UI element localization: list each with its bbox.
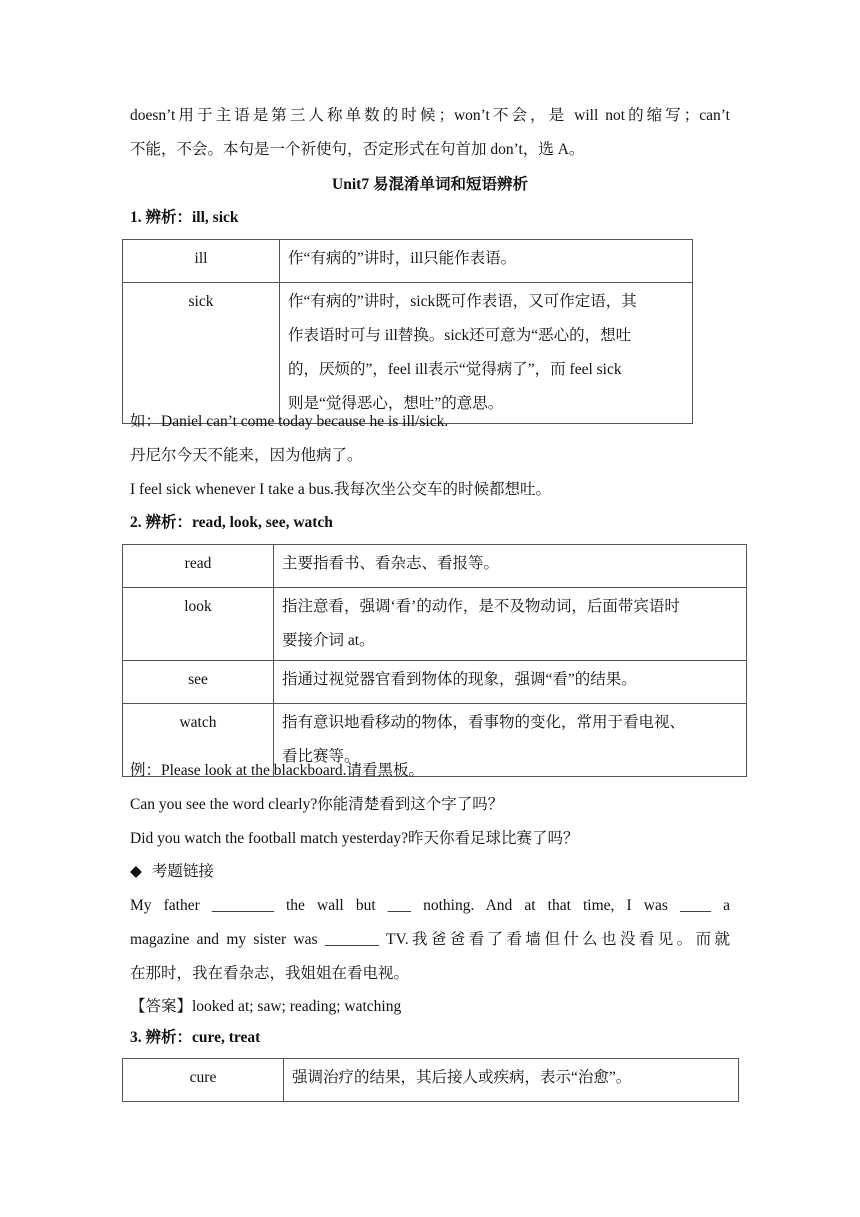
intro-line-2: 不能，不会。本句是一个祈使句，否定形式在句首加 don’t，选 A。 bbox=[130, 141, 585, 158]
unit-title: Unit7 易混淆单词和短语辨析 bbox=[332, 176, 528, 193]
word-cell: look bbox=[123, 588, 274, 661]
diamond-bullet-icon: ◆ bbox=[130, 863, 142, 880]
table-row bbox=[123, 283, 693, 424]
word-cell: cure bbox=[123, 1059, 284, 1102]
section1-example-1-cn: 丹尼尔今天不能来，因为他病了。 bbox=[130, 447, 363, 464]
section2-table bbox=[122, 544, 747, 777]
word-cell: see bbox=[123, 661, 274, 704]
table-row bbox=[123, 1059, 739, 1102]
section2-example-2: Can you see the word clearly?你能清楚看到这个字了吗？ bbox=[130, 796, 504, 813]
section1-heading: 1. 辨析：ill, sick bbox=[130, 209, 239, 226]
exam-question-line-3: 在那时，我在看杂志，我姐姐在看电视。 bbox=[130, 965, 410, 982]
section2-example-3: Did you watch the football match yesterday?昨天你看足球比赛了吗？ bbox=[130, 830, 579, 847]
definition-line: 作“有病的”讲时，sick既可作表语，又可作定语，其 bbox=[288, 293, 637, 310]
definition-line: 主要指看书、看杂志、看报等。 bbox=[282, 555, 500, 572]
section1-example-2: I feel sick whenever I take a bus.我每次坐公交车的时候都想吐。 bbox=[130, 481, 551, 498]
definition-cell: 作“有病的”讲时，ill只能作表语。 bbox=[280, 240, 693, 283]
definition-cell bbox=[274, 588, 747, 661]
table-row bbox=[123, 240, 693, 283]
section2-heading: 2. 辨析：read, look, see, watch bbox=[130, 514, 333, 531]
section3-table bbox=[122, 1058, 739, 1102]
definition-line: 指有意识地看移动的物体，看事物的变化，常用于看电视、 bbox=[282, 714, 686, 731]
definition-cell bbox=[280, 283, 693, 424]
section1-example-1: 如：Daniel can’t come today because he is ill/sick. bbox=[130, 413, 449, 430]
definition-line: 则是“觉得恶心，想吐”的意思。 bbox=[288, 395, 504, 412]
intro-line-1: doesn’t用于主语是第三人称单数的时候；won’t不会，是 will not的缩写；can’t bbox=[130, 107, 730, 124]
definition-line: 指通过视觉器官看到物体的现象，强调“看”的结果。 bbox=[282, 671, 637, 688]
exam-question-line-1: My father ________ the wall but ___ nothing. And at that time, I was ____ a bbox=[130, 897, 730, 914]
table-row bbox=[123, 661, 747, 704]
definition-line: 的，厌烦的”，feel ill表示“觉得病了”，而 feel sick bbox=[288, 361, 622, 378]
section1-table bbox=[122, 239, 693, 424]
exam-link-label: 考题链接 bbox=[151, 863, 214, 880]
word-cell: ill bbox=[123, 240, 280, 283]
definition-line: 要接介词 at。 bbox=[282, 632, 375, 649]
table-row bbox=[123, 545, 747, 588]
exam-question-line-2: magazine and my sister was _______ TV.我爸爸看了看墙但什么也没看见。而就 bbox=[130, 931, 730, 948]
definition-cell bbox=[274, 661, 747, 704]
definition-line: 强调治疗的结果，其后接人或疾病，表示“治愈”。 bbox=[292, 1069, 632, 1086]
table-row bbox=[123, 588, 747, 661]
word-cell: sick bbox=[123, 283, 280, 424]
exam-answer: 【答案】looked at; saw; reading; watching bbox=[130, 998, 402, 1015]
definition-line: 看比赛等。 bbox=[282, 748, 360, 765]
definition-line: 作表语时可与 ill替换。sick还可意为“恶心的，想吐 bbox=[288, 327, 632, 344]
definition-cell bbox=[274, 545, 747, 588]
definition-line: 指注意看，强调‘看’的动作，是不及物动词，后面带宾语时 bbox=[282, 598, 680, 615]
section2-example-1: 例：Please look at the blackboard.请看黑板。 bbox=[130, 762, 425, 779]
section3-heading: 3. 辨析：cure, treat bbox=[130, 1029, 261, 1046]
word-cell: watch bbox=[123, 704, 274, 777]
definition-cell bbox=[284, 1059, 739, 1102]
exam-link-heading bbox=[130, 861, 730, 883]
word-cell: read bbox=[123, 545, 274, 588]
